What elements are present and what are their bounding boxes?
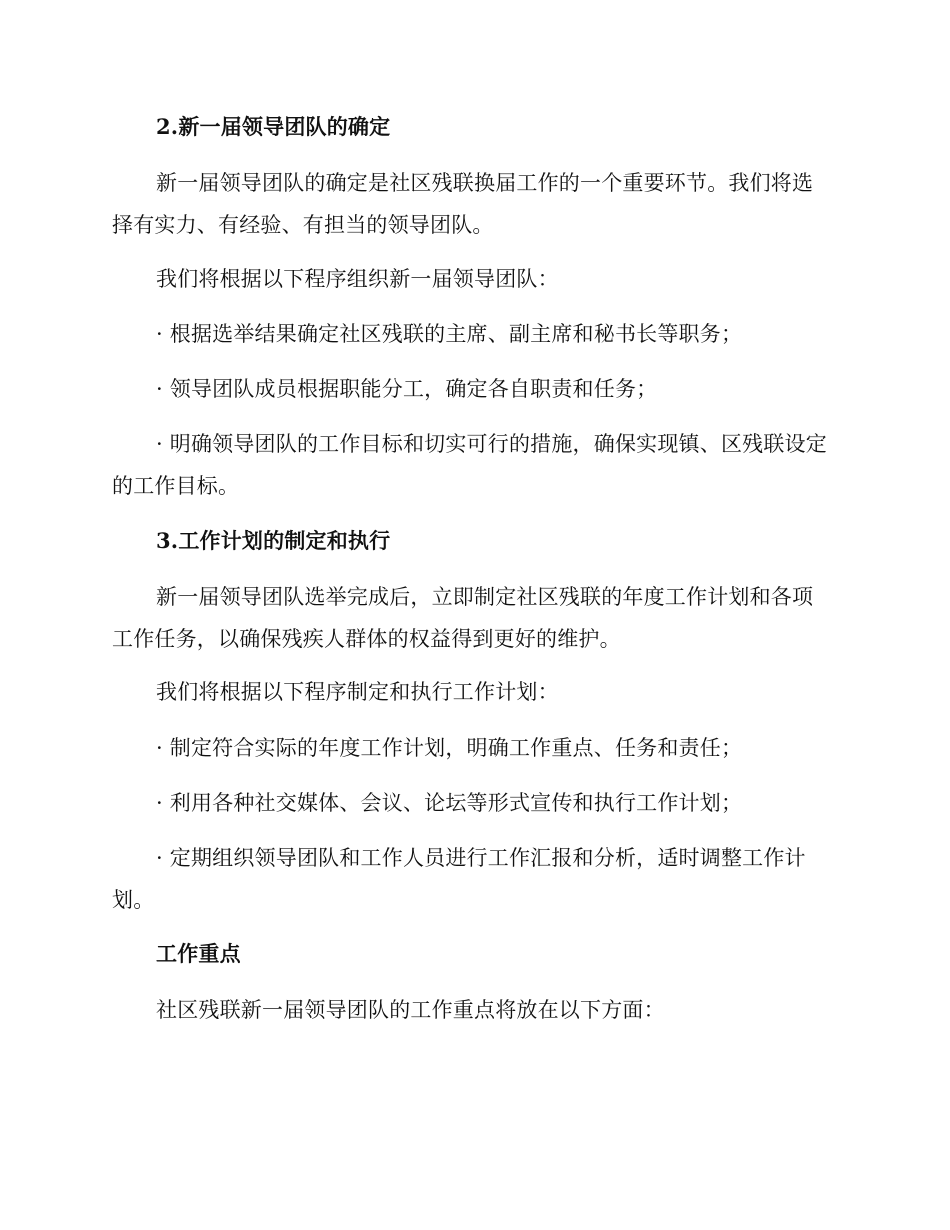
paragraph-leadership-procedure: 我们将根据以下程序组织新一届领导团队： bbox=[156, 267, 559, 291]
section-heading-work-plan: 3.工作计划的制定和执行 bbox=[156, 528, 391, 553]
paragraph-work-plan-intro: 新一届领导团队选举完成后，立即制定社区残联的年度工作计划和各项工作任务，以确保残疾人群体的权益得到更好的维护。 bbox=[112, 585, 814, 651]
bullet-item: · 定期组织领导团队和工作人员进行工作汇报和分析，适时调整工作计划。 bbox=[112, 846, 806, 912]
bullet-item: · 利用各种社交媒体、会议、论坛等形式宣传和执行工作计划； bbox=[156, 791, 743, 815]
section-heading-leadership: 2.新一届领导团队的确定 bbox=[156, 114, 391, 139]
paragraph-work-plan-procedure: 我们将根据以下程序制定和执行工作计划： bbox=[156, 680, 559, 704]
paragraph-leadership-intro: 新一届领导团队的确定是社区残联换届工作的一个重要环节。我们将选择有实力、有经验、有担当的领导团队。 bbox=[112, 171, 814, 237]
bullet-item: · 根据选举结果确定社区残联的主席、副主席和秘书长等职务； bbox=[156, 322, 743, 346]
bullet-item: · 明确领导团队的工作目标和切实可行的措施，确保实现镇、区残联设定的工作目标。 bbox=[112, 432, 827, 498]
bullet-item: · 制定符合实际的年度工作计划，明确工作重点、任务和责任； bbox=[156, 736, 743, 760]
paragraph-focus-intro: 社区残联新一届领导团队的工作重点将放在以下方面： bbox=[156, 998, 665, 1022]
bullet-item: · 领导团队成员根据职能分工，确定各自职责和任务； bbox=[156, 377, 658, 401]
section-heading-focus: 工作重点 bbox=[156, 941, 241, 966]
